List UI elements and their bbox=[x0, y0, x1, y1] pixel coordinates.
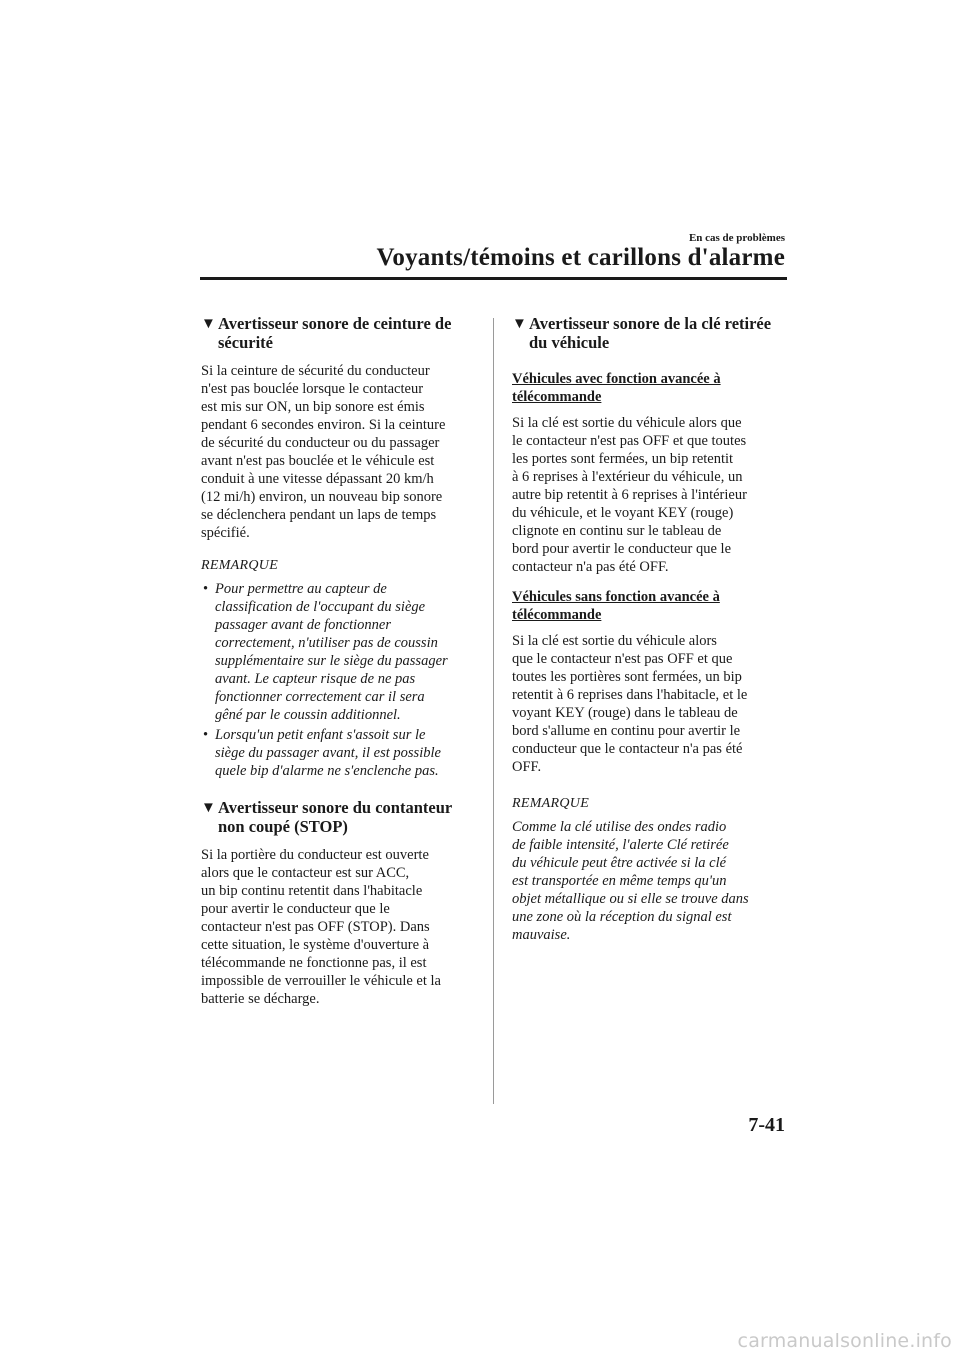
text-line: le contacteur n'est pas OFF et que toutes bbox=[512, 433, 747, 449]
text-line: Si la portière du conducteur est ouverte bbox=[201, 847, 429, 863]
text-line: (12 mi/h) environ, un nouveau bip sonore bbox=[201, 489, 443, 505]
text-line: n'est pas bouclée lorsque le contacteur bbox=[201, 381, 424, 397]
text-line: bord pour avertir le conducteur que le bbox=[512, 541, 732, 557]
text-line: télécommande bbox=[512, 389, 602, 405]
remark-item bbox=[201, 580, 479, 724]
text-line: toutes les portières sont fermées, un bip bbox=[512, 669, 742, 685]
text-line: Comme la clé utilise des ondes radio bbox=[512, 819, 727, 835]
bullet-icon: • bbox=[203, 727, 209, 743]
page-number: 7-41 bbox=[748, 1114, 785, 1136]
text-line: de faible intensité, l'alerte Clé retirée bbox=[512, 837, 729, 853]
text-line: avant. Le capteur risque de ne pas bbox=[215, 671, 416, 687]
stop-heading-line1: Avertisseur sonore du contanteur bbox=[218, 798, 453, 817]
key-heading bbox=[512, 314, 784, 352]
text-line: Véhicules avec fonction avancée à bbox=[512, 371, 721, 387]
header-rule bbox=[200, 277, 787, 280]
text-line: que le contacteur n'est pas OFF et que bbox=[512, 651, 733, 667]
text-line: impossible de verrouiller le véhicule et la bbox=[201, 973, 441, 989]
text-line: objet métallique ou si elle se trouve dans bbox=[512, 891, 749, 907]
page-header-section: En cas de problèmes bbox=[688, 232, 785, 244]
text-line: une zone où la réception du signal est bbox=[512, 909, 732, 925]
text-line: contacteur n'a pas été OFF. bbox=[512, 559, 669, 575]
stop-body bbox=[201, 846, 479, 1008]
page-header-title: Voyants/témoins et carillons d'alarme bbox=[376, 244, 785, 271]
text-line: autre bip retentit à 6 reprises à l'intérieur bbox=[512, 487, 747, 503]
seatbelt-heading-line1: Avertisseur sonore de ceinture de bbox=[218, 314, 452, 333]
text-line: mauvaise. bbox=[512, 927, 571, 943]
text-line: siège du passager avant, il est possible bbox=[215, 745, 441, 761]
text-line: avant n'est pas bouclée et le véhicule est bbox=[201, 453, 435, 469]
seatbelt-body bbox=[201, 362, 479, 542]
text-line: classification de l'occupant du siège bbox=[215, 599, 426, 615]
text-line: télécommande bbox=[512, 607, 602, 623]
column-divider bbox=[493, 318, 494, 1104]
text-line: conducteur que le contacteur n'a pas été bbox=[512, 741, 743, 757]
seatbelt-remark-label: REMARQUE bbox=[201, 558, 279, 573]
text-line: pour avertir le conducteur que le bbox=[201, 901, 390, 917]
text-line: à 6 reprises à l'extérieur du véhicule, un bbox=[512, 469, 743, 485]
text-line: Lorsqu'un petit enfant s'assoit sur le bbox=[215, 727, 426, 743]
text-line: télécommande ne fonctionne pas, il est bbox=[201, 955, 427, 971]
text-line: les portes sont fermées, un bip retentit bbox=[512, 451, 734, 467]
text-line: cette situation, le système d'ouverture à bbox=[201, 937, 430, 953]
text-line: batterie se décharge. bbox=[201, 991, 320, 1007]
text-line: du véhicule peut être activée si la clé bbox=[512, 855, 727, 871]
text-line: quele bip d'alarme ne s'enclenche pas. bbox=[215, 763, 439, 779]
text-line: Si la ceinture de sécurité du conducteur bbox=[201, 363, 430, 379]
triangle-icon: ▼ bbox=[201, 316, 216, 332]
key-heading-line1: Avertisseur sonore de la clé retirée bbox=[529, 314, 772, 333]
text-line: conduit à une vitesse dépassant 20 km/h bbox=[201, 471, 434, 487]
text-line: spécifié. bbox=[201, 525, 250, 541]
text-line: fonctionner correctement car il sera bbox=[215, 689, 425, 705]
text-line: passager avant de fonctionner bbox=[215, 617, 391, 633]
text-line: se déclenchera pendant un laps de temps bbox=[201, 507, 437, 523]
text-line: voyant KEY (rouge) dans le tableau de bbox=[512, 705, 738, 721]
bullet-icon: • bbox=[203, 581, 209, 597]
watermark: carmanualsonline.info bbox=[737, 1330, 952, 1352]
text-line: est mis sur ON, un bip sonore est émis bbox=[201, 399, 425, 415]
stop-heading-line2: non coupé (STOP) bbox=[218, 817, 348, 836]
text-line: est transportée en même temps qu'un bbox=[512, 873, 727, 889]
text-line: OFF. bbox=[512, 759, 542, 775]
left-column bbox=[201, 314, 479, 1024]
key-remark-label: REMARQUE bbox=[512, 796, 590, 811]
subhead-with-advanced bbox=[512, 370, 784, 406]
right-column bbox=[512, 314, 784, 944]
seatbelt-remark-list bbox=[201, 580, 479, 780]
remark-item bbox=[201, 726, 479, 780]
text-line: Véhicules sans fonction avancée à bbox=[512, 589, 720, 605]
text-line: clignote en continu sur le tableau de bbox=[512, 523, 722, 539]
triangle-icon: ▼ bbox=[512, 316, 527, 332]
stop-heading bbox=[201, 798, 479, 836]
text-line: Pour permettre au capteur de bbox=[215, 581, 387, 597]
text-line: de sécurité du conducteur ou du passager bbox=[201, 435, 440, 451]
text-line: alors que le contacteur est sur ACC, bbox=[201, 865, 410, 881]
subhead-without-advanced bbox=[512, 588, 784, 624]
text-line: Si la clé est sortie du véhicule alors bbox=[512, 633, 717, 649]
text-line: Si la clé est sortie du véhicule alors que bbox=[512, 415, 742, 431]
text-line: supplémentaire sur le siège du passager bbox=[215, 653, 448, 669]
text-line: bord s'allume en continu pour avertir le bbox=[512, 723, 741, 739]
text-line: correctement, n'utiliser pas de coussin bbox=[215, 635, 438, 651]
without-advanced-body bbox=[512, 632, 784, 776]
with-advanced-body bbox=[512, 414, 784, 576]
key-heading-line2: du véhicule bbox=[529, 333, 610, 352]
text-line: retentit à 6 reprises dans l'habitacle, et le bbox=[512, 687, 748, 703]
seatbelt-heading bbox=[201, 314, 479, 352]
triangle-icon: ▼ bbox=[201, 800, 216, 816]
text-line: contacteur n'est pas OFF (STOP). Dans bbox=[201, 919, 430, 935]
seatbelt-heading-line2: sécurité bbox=[218, 333, 273, 352]
text-line: un bip continu retentit dans l'habitacle bbox=[201, 883, 423, 899]
text-line: du véhicule, et le voyant KEY (rouge) bbox=[512, 505, 734, 521]
key-remark-text bbox=[512, 818, 784, 944]
text-line: gêné par le coussin additionnel. bbox=[215, 707, 401, 723]
text-line: pendant 6 secondes environ. Si la ceinture bbox=[201, 417, 446, 433]
